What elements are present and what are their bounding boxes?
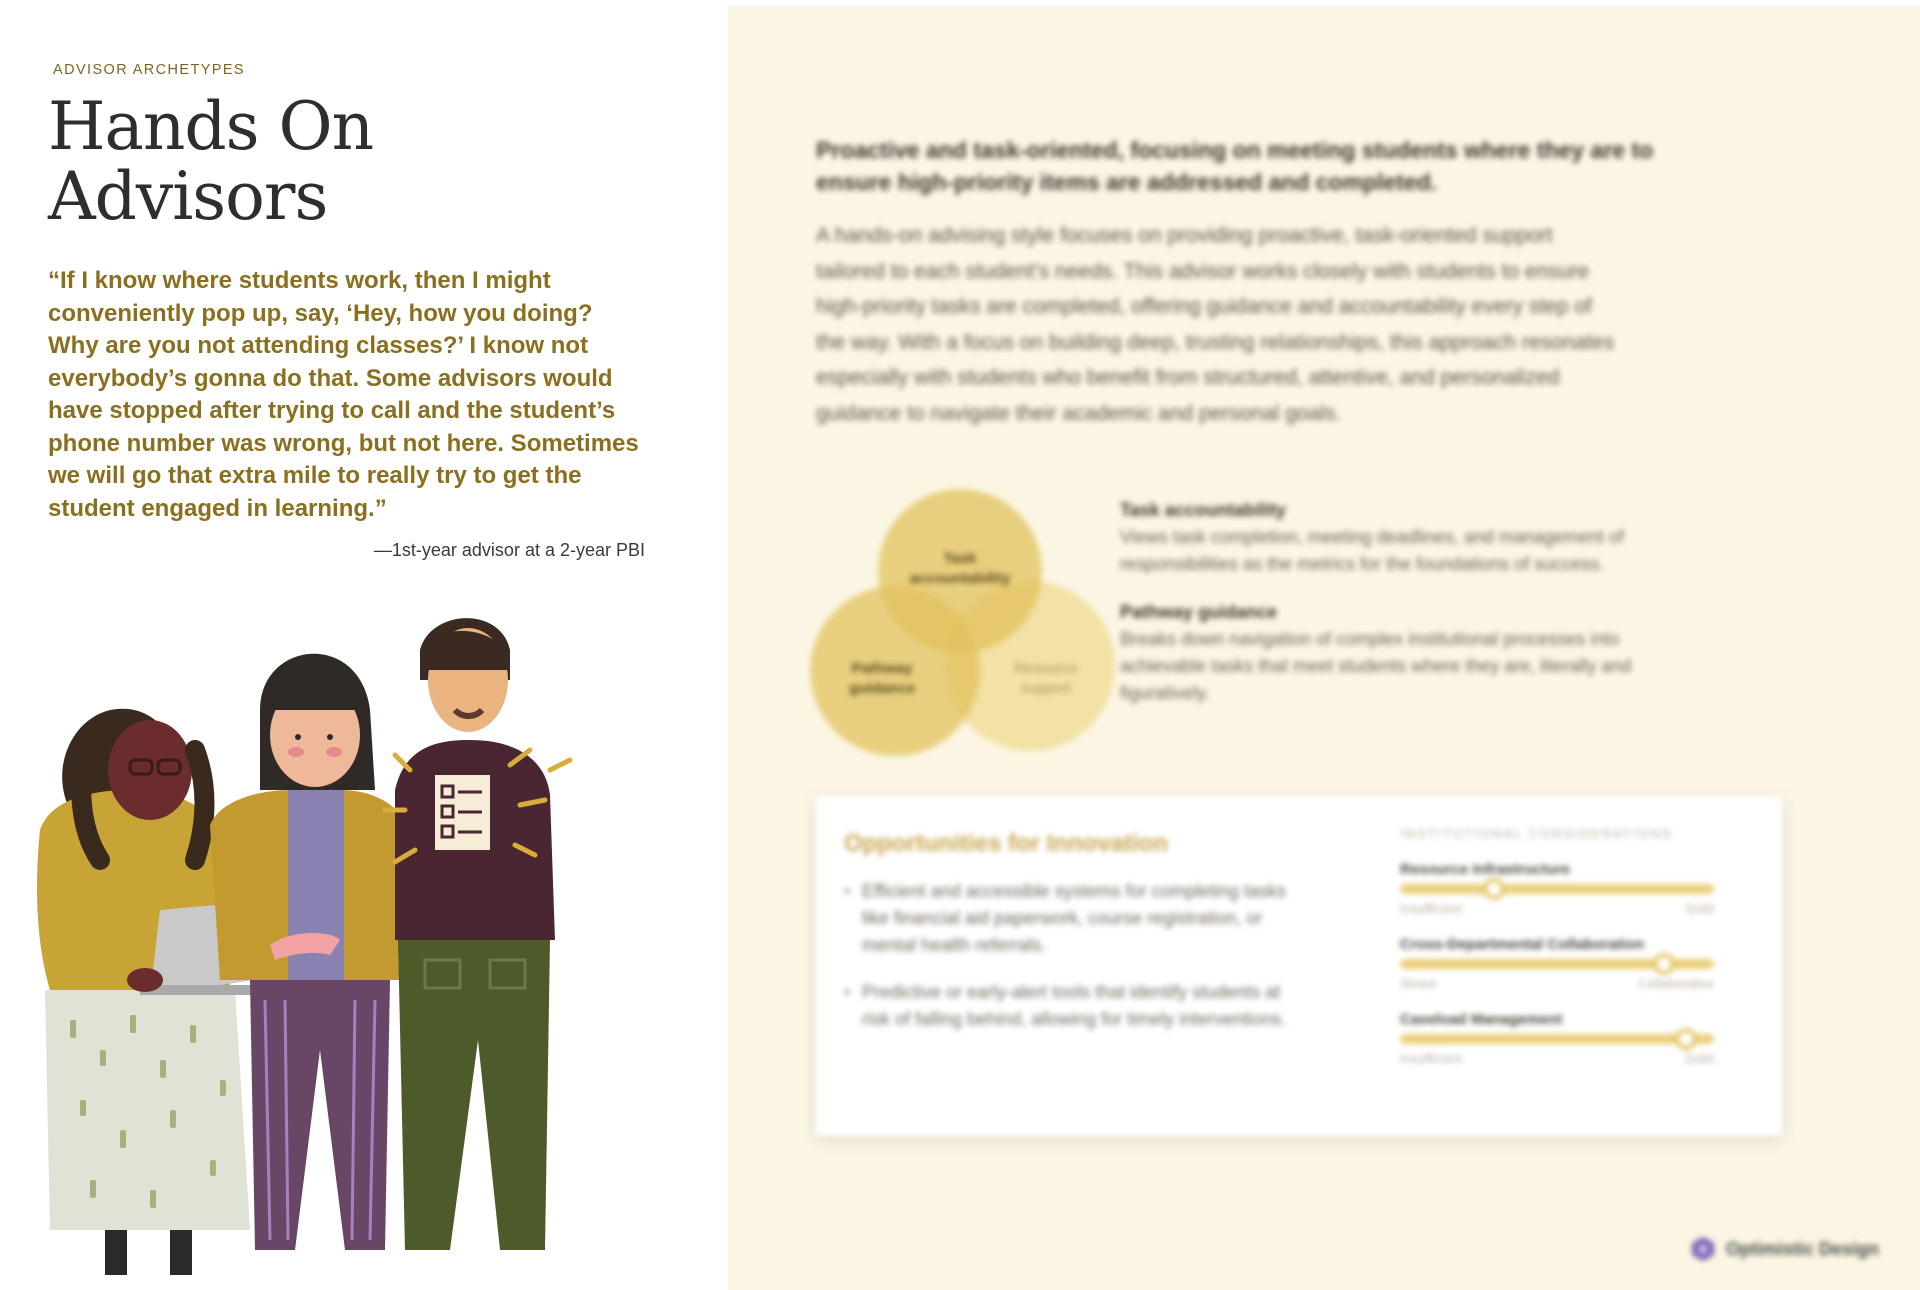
- scale-min-label: Insufficient: [1400, 901, 1462, 916]
- left-page: [0, 0, 728, 1290]
- scale-label: Cross-Departmental Collaboration: [1400, 936, 1645, 953]
- scale-track: [1400, 884, 1714, 894]
- venn-label-resource-2: support: [1020, 680, 1072, 697]
- section-eyebrow: ADVISOR ARCHETYPES: [53, 62, 245, 78]
- scale-max-label: Collaborative: [1638, 976, 1714, 991]
- definition-heading: Pathway guidance: [1120, 602, 1278, 622]
- scale-max-label: Solid: [1685, 1051, 1714, 1066]
- brand-name: Optimistic Design: [1726, 1238, 1880, 1259]
- lead-statement: Proactive and task-oriented, focusing on meeting students where they are to ensure high-priority items are addressed and completed.: [816, 137, 1654, 195]
- description-paragraph: A hands-on advising style focuses on providing proactive, task-oriented support tailored to each student’s needs. This advisor works closely with students to ensure high-priority tasks are completed, offering guidance and accountability every step of the way. With a focus on building deep, trusting relationships, this approach resonates especially with students who benefit from structured, attentive, and personalized guidance to navigate their academic and personal goals.: [816, 224, 1615, 425]
- scale-marker: [1653, 953, 1675, 975]
- title-line-1: Hands On: [48, 88, 374, 165]
- definition-item: [1120, 602, 1680, 707]
- venn-label-task-1: Task: [943, 550, 977, 567]
- venn-label-pathway-2: guidance: [849, 680, 915, 697]
- innovation-card: [816, 796, 1782, 1136]
- scale-label: Caseload Management: [1400, 1011, 1563, 1028]
- scale-min-label: Insufficient: [1400, 1051, 1462, 1066]
- venn-diagram: [810, 481, 1120, 761]
- brand-logo-icon: [1690, 1236, 1716, 1262]
- scale-min-label: Siloed: [1400, 976, 1437, 991]
- advisor-figure-right: [385, 618, 570, 1250]
- advisor-figure-left: [37, 709, 270, 1275]
- scale-label: Resource Infrastructure: [1400, 861, 1571, 878]
- venn-label-task-2: accountability: [909, 570, 1011, 587]
- right-page: [728, 6, 1920, 1290]
- scale-max-label: Solid: [1685, 901, 1714, 916]
- card-heading: Opportunities for Innovation: [844, 830, 1168, 857]
- consideration-scale: [1400, 936, 1714, 991]
- venn-label-resource-1: Resource: [1013, 660, 1079, 677]
- brand-mark: [1690, 1236, 1879, 1262]
- consideration-scale: [1400, 1011, 1714, 1066]
- definition-item: [1120, 500, 1680, 578]
- scale-track: [1400, 1034, 1714, 1044]
- institutional-considerations: [1400, 826, 1714, 1086]
- consideration-scale: [1400, 861, 1714, 916]
- definition-heading: Task accountability: [1120, 500, 1286, 520]
- venn-label-pathway-1: Pathway: [851, 660, 913, 677]
- definitions-list: [1120, 500, 1680, 731]
- page-title: [48, 88, 374, 235]
- list-item: • Efficient and accessible systems for completing tasks like financial aid paperwork, course registration, or mental health referrals.: [844, 878, 1304, 959]
- definition-text: Breaks down navigation of complex institutional processes into achievable tasks that meet students where they are, literally and figuratively.: [1120, 629, 1632, 703]
- scale-track: [1400, 959, 1714, 969]
- scale-marker: [1483, 878, 1505, 900]
- definition-text: Views task completion, meeting deadlines, and management of responsibilities as the metrics for the foundations of success.: [1120, 527, 1624, 574]
- scale-marker: [1675, 1028, 1697, 1050]
- advisor-quote: “If I know where students work, then I might conveniently pop up, say, ‘Hey, how you doing? Why are you not attending classes?’ I know not everybody’s gonna do that. Some advisors would have stopped after trying to call and the student’s phone number was wrong, but not here. Sometimes we will go that extra mile to really try to get the student engaged in learning.”: [48, 267, 639, 522]
- list-item: • Predictive or early-alert tools that identify students at risk of falling behind, allowing for timely interventions.: [844, 979, 1304, 1033]
- title-line-2: Advisors: [48, 158, 328, 235]
- quote-attribution: —1st-year advisor at a 2-year PBI: [373, 540, 645, 560]
- considerations-heading: INSTITUTIONAL CONSIDERATIONS: [1400, 826, 1673, 841]
- innovation-bullets: [844, 878, 1304, 1053]
- advisors-illustration: [30, 600, 720, 1290]
